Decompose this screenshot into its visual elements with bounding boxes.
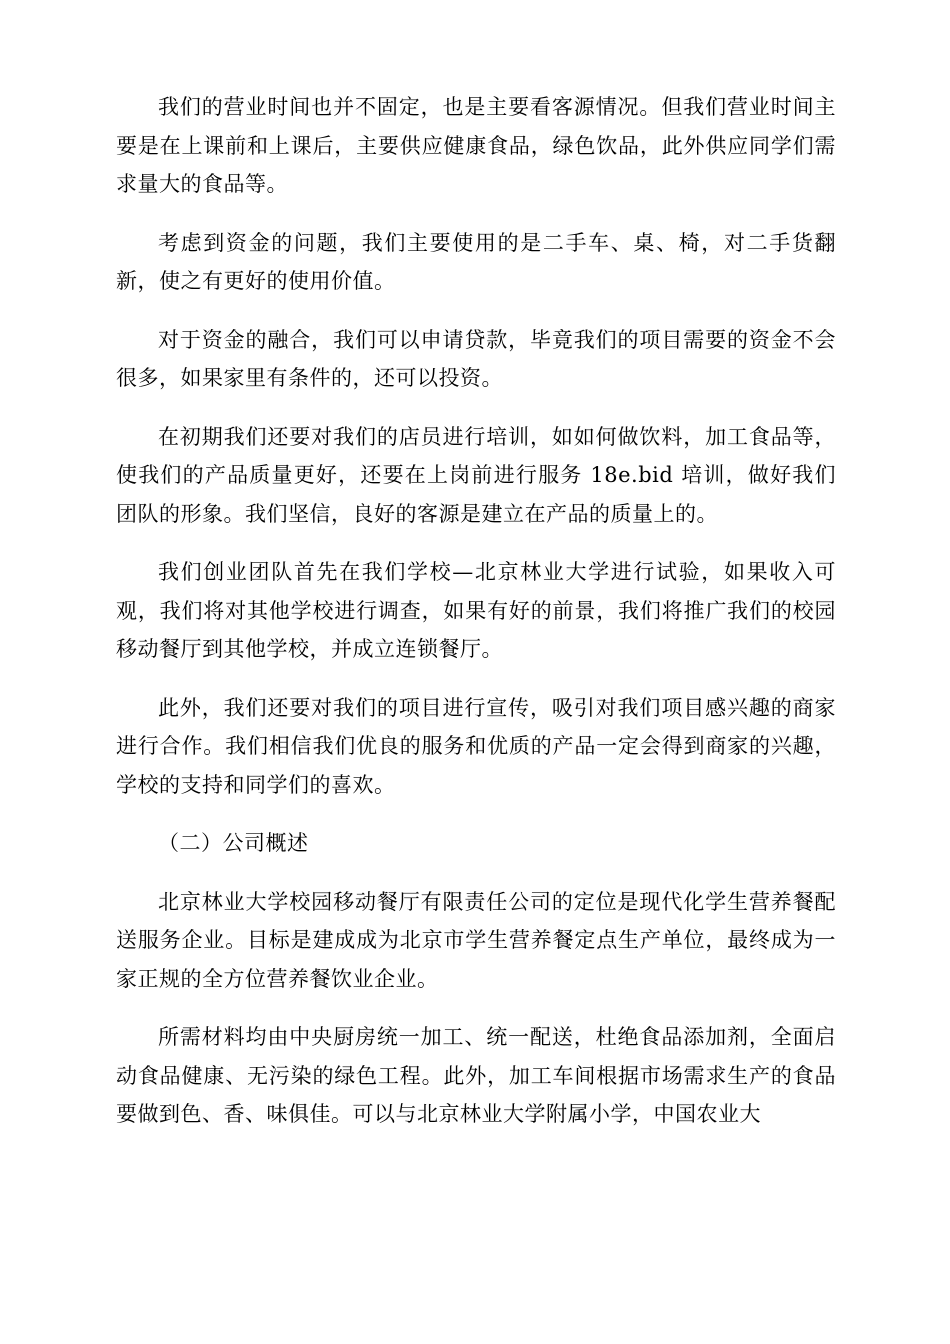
section-heading-company-overview: （二）公司概述: [158, 831, 309, 855]
paragraph-central-kitchen: 所需材料均由中央厨房统一加工、统一配送，杜绝食品添加剂，全面启动食品健康、无污染的绿色工程。此外，加工车间根据市场需求生产的食品要做到色、香、味俱佳。可以与北京林业大学附属小学，中国农业大: [116, 1025, 836, 1126]
paragraph-pilot-expansion: 我们创业团队首先在我们学校—北京林业大学进行试验，如果收入可观，我们将对其他学校进行调查，如果有好的前景，我们将推广我们的校园移动餐厅到其他学校，并成立连锁餐厅。: [116, 560, 836, 661]
paragraph-promotion: 此外，我们还要对我们的项目进行宣传，吸引对我们项目感兴趣的商家进行合作。我们相信我们优良的服务和优质的产品一定会得到商家的兴趣，学校的支持和同学们的喜欢。: [116, 695, 836, 797]
paragraph-company-positioning: 北京林业大学校园移动餐厅有限责任公司的定位是现代化学生营养餐配送服务企业。目标是建成成为北京市学生营养餐定点生产单位，最终成为一家正规的全方位营养餐饮业企业。: [116, 889, 836, 991]
paragraph-business-hours: 我们的营业时间也并不固定，也是主要看客源情况。但我们营业时间主要是在上课前和上课后，主要供应健康食品，绿色饮品，此外供应同学们需求量大的食品等。: [116, 95, 836, 196]
paragraph-financing: 对于资金的融合，我们可以申请贷款，毕竟我们的项目需要的资金不会很多，如果家里有条件的，还可以投资。: [116, 327, 836, 390]
document-page: [116, 88, 836, 1154]
paragraph-funding-equipment: 考虑到资金的问题，我们主要使用的是二手车、桌、椅，对二手货翻新，使之有更好的使用价值。: [116, 230, 836, 293]
paragraph-staff-training: 在初期我们还要对我们的店员进行培训，如如何做饮料，加工食品等，使我们的产品质量更好，还要在上岗前进行服务 18e.bid 培训，做好我们团队的形象。我们坚信，良好的客源是建立在产品的质量上的。: [116, 424, 836, 526]
